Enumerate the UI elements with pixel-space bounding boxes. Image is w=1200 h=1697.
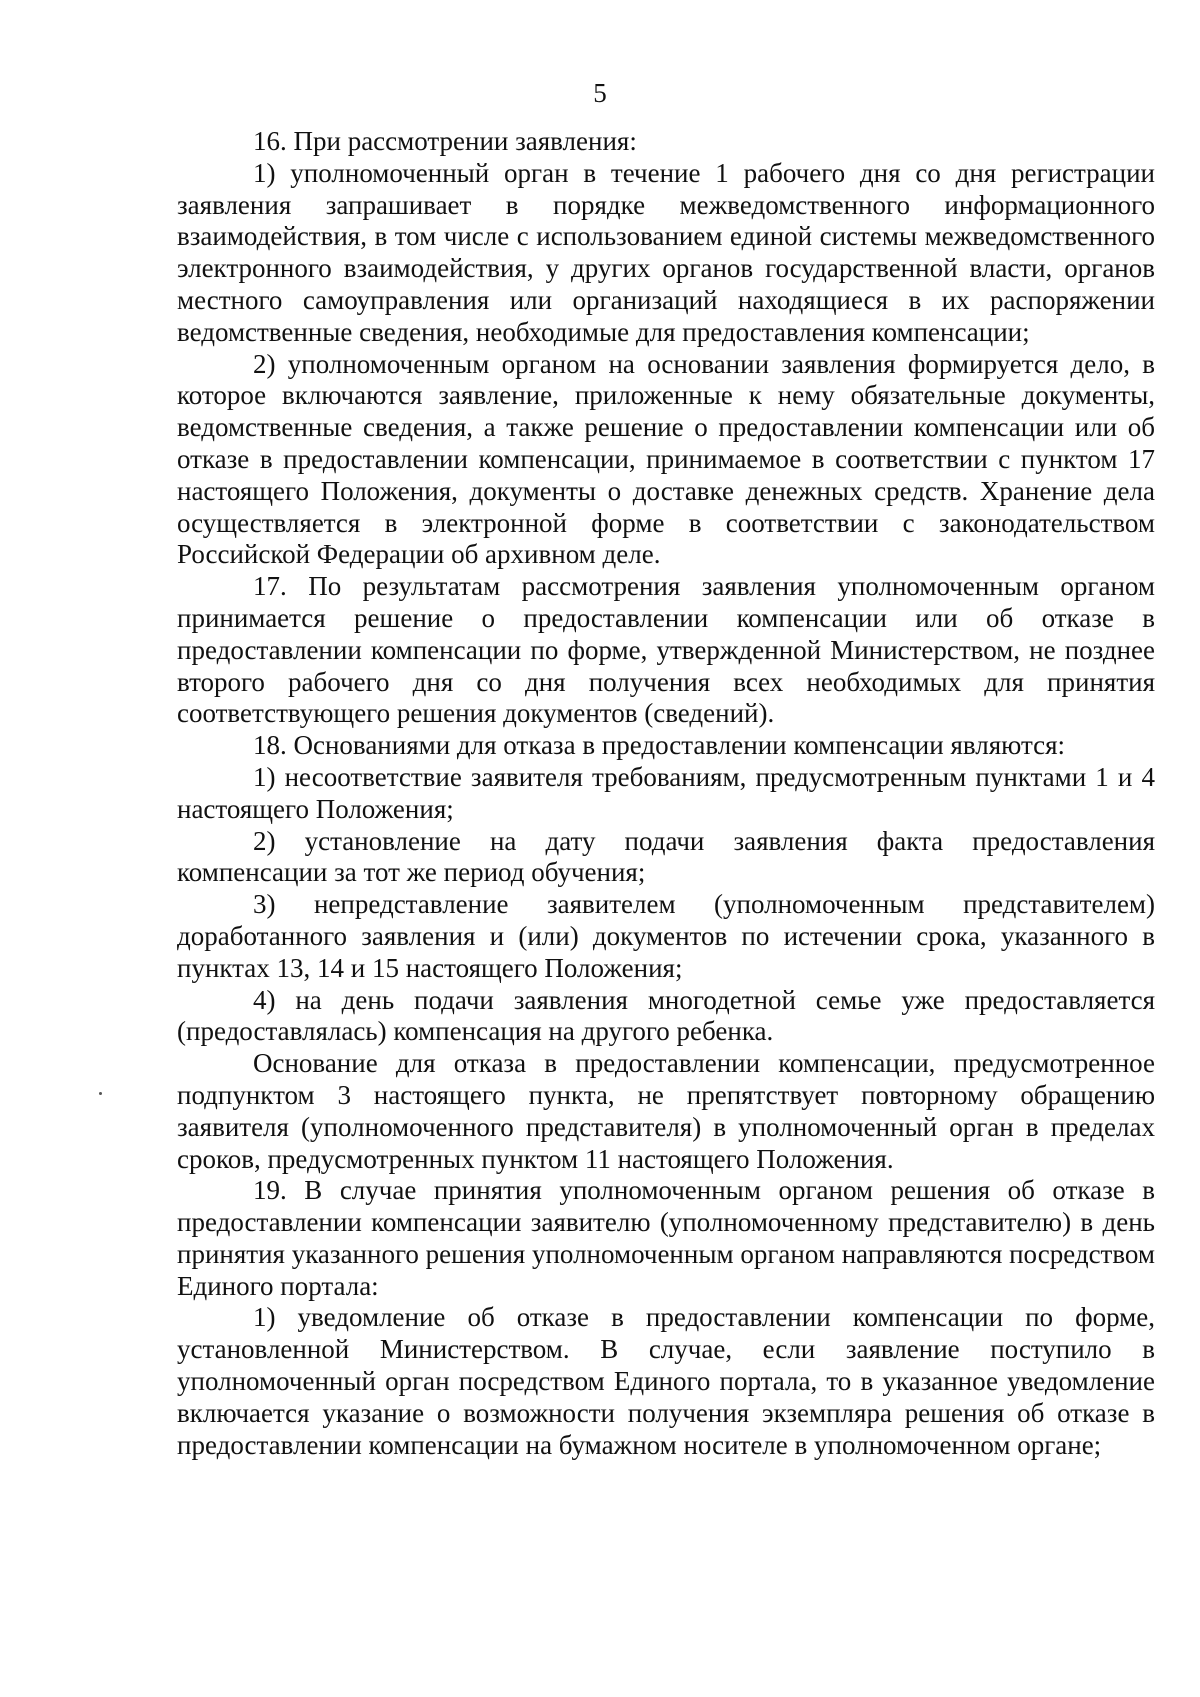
paragraph-16-heading: 16. При рассмотрении заявления: bbox=[253, 126, 637, 156]
scan-speck bbox=[99, 1092, 102, 1095]
paragraph-17: 17. По результатам рассмотрения заявления уполномоченным органом принимается решение о предоставлении компенсации или об отказе в предоставлении компенсации по форме, утвержденной Министерством, не позднее второго рабочего дня со дня получения всех необходимых для принятия соответствующего решения документов (сведений). bbox=[177, 571, 1155, 729]
paragraph-19-item-1: 1) уведомление об отказе в предоставлении компенсации по форме, установленной Министерством. В случае, если заявление поступило в уполномоченный орган посредством Единого портала, то в указанное уведомление включается указание о возможности получения экземпляра решения об отказе в предоставлении компенсации на бумажном носителе в уполномоченном органе; bbox=[177, 1302, 1155, 1460]
paragraph-18-item-3: 3) непредставление заявителем (уполномоченным представителем) доработанного заявления и (или) документов по истечении срока, указанного в пунктах 13, 14 и 15 настоящего Положения; bbox=[177, 889, 1155, 983]
paragraph-18-item-1: 1) несоответствие заявителя требованиям, предусмотренным пунктами 1 и 4 настоящего Положения; bbox=[177, 761, 1155, 824]
paragraph-18-heading: 18. Основаниями для отказа в предоставлении компенсации являются: bbox=[253, 730, 1066, 761]
paragraph-19-heading: 19. В случае принятия уполномоченным органом решения об отказе в предоставлении компенсации заявителю (уполномоченному представителю) в день принятия указанного решения уполномоченным органом направляются посредством Единого портала: bbox=[177, 1175, 1155, 1301]
document-body bbox=[177, 126, 1155, 1461]
paragraph-18-item-4: 4) на день подачи заявления многодетной семье уже предоставляется (предоставлялась) компенсация на другого ребенка. bbox=[177, 984, 1155, 1047]
paragraph-18-note: Основание для отказа в предоставлении компенсации, предусмотренное подпунктом 3 настоящего пункта, не препятствует повторному обращению заявителя (уполномоченного представителя) в уполномоченный орган в пределах сроков, предусмотренных пунктом 11 настоящего Положения. bbox=[177, 1048, 1155, 1174]
paragraph-16-item-1: 1) уполномоченный орган в течение 1 рабочего дня со дня регистрации заявления запрашивает в порядке межведомственного информационного взаимодействия, в том числе с использованием единой системы межведомственного электронного взаимодействия, у других органов государственной власти, органов местного самоуправления или организаций находящиеся в их распоряжении ведомственные сведения, необходимые для предоставления компенсации; bbox=[177, 157, 1155, 347]
page-number: 5 bbox=[593, 78, 607, 108]
paragraph-18-item-2: 2) установление на дату подачи заявления факта предоставления компенсации за тот же период обучения; bbox=[177, 825, 1155, 888]
paragraph-16-item-2: 2) уполномоченным органом на основании заявления формируется дело, в которое включаются заявление, приложенные к нему обязательные документы, ведомственные сведения, а также решение о предоставлении компенсации или об отказе в предоставлении компенсации, принимаемое в соответствии с пунктом 17 настоящего Положения, документы о доставке денежных средств. Хранение дела осуществляется в электронной форме в соответствии с законодательством Российской Федерации об архивном деле. bbox=[177, 348, 1155, 570]
